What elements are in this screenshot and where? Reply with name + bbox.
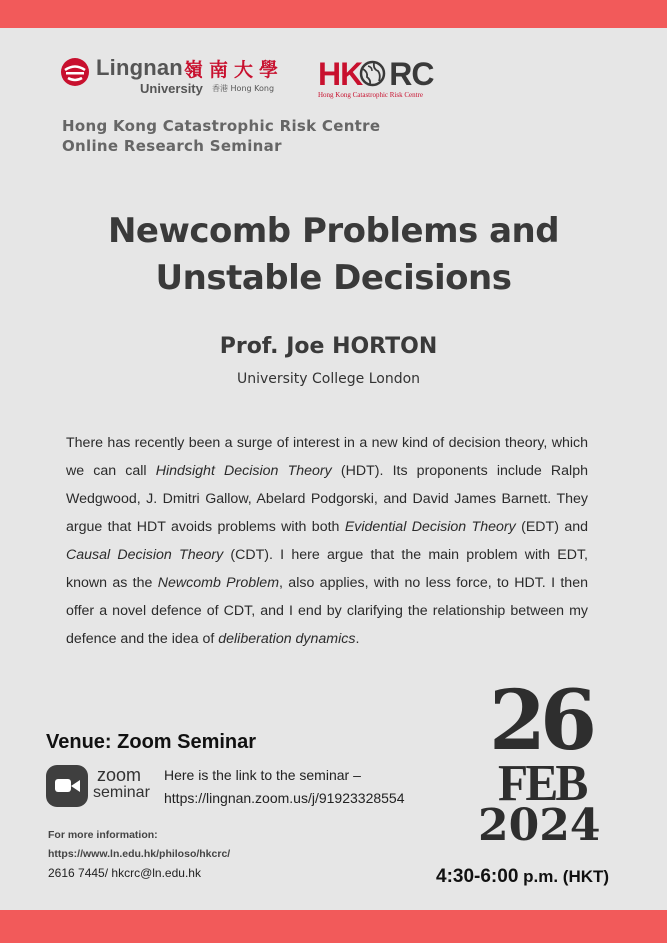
lingnan-logo	[60, 55, 285, 100]
hkcrc-letters-right: RC	[389, 56, 434, 92]
lingnan-chinese-name: 嶺南大學	[184, 59, 285, 81]
top-band	[0, 0, 667, 28]
lingnan-university-label: University	[140, 81, 203, 96]
lingnan-emblem-icon	[60, 57, 90, 87]
date-year: 2024	[478, 800, 601, 851]
more-info-label: For more information:	[48, 829, 158, 841]
abstract-term-cdt: Causal Decision Theory	[66, 547, 224, 563]
abstract-term-newcomb: Newcomb Problem	[157, 575, 280, 591]
abstract-text-4: (CDT). I here argue that the main problem with EDT, known as the	[66, 547, 588, 591]
seminar-title	[0, 208, 667, 302]
zoom-link[interactable]: https://lingnan.zoom.us/j/91923328554	[164, 790, 405, 806]
abstract-text-3: (EDT) and	[515, 519, 588, 535]
abstract-text-5: , also applies, with no less force, to HDT. I then offer a novel defence of CDT, and I end by clarifying the relationship between my defence and the idea of	[66, 575, 588, 647]
link-intro: Here is the link to the seminar –	[164, 767, 361, 783]
zoom-camera-icon	[46, 765, 88, 807]
abstract-term-edt: Evidential Decision Theory	[344, 519, 516, 535]
centre-name: Hong Kong Catastrophic Risk Centre	[62, 117, 381, 135]
abstract	[66, 429, 588, 653]
abstract-text-6: .	[355, 631, 360, 647]
abstract-term-deliberation: deliberation dynamics	[218, 631, 356, 647]
more-info-url[interactable]: https://www.ln.edu.hk/philoso/hkcrc/	[48, 848, 231, 860]
seminar-time	[436, 866, 609, 888]
centre-heading	[62, 116, 380, 156]
globe-icon	[359, 60, 386, 87]
lingnan-name: Lingnan	[96, 55, 183, 80]
seminar-type: Online Research Seminar	[62, 137, 282, 155]
bottom-band	[0, 910, 667, 943]
abstract-text-2: (HDT). Its proponents include Ralph Wedgwood, J. Dmitri Gallow, Abelard Podgorski, and David James Barnett. They argue that HDT avoids problems with both	[66, 463, 588, 535]
time-range: 4:30-6:00	[436, 866, 519, 887]
speaker-name: Prof. Joe HORTON	[219, 334, 438, 359]
lingnan-hongkong-label: 香港 Hong Kong	[212, 84, 275, 93]
speaker-affiliation: University College London	[236, 371, 421, 387]
hkcrc-logo	[318, 56, 453, 101]
seminar-title-line1: Newcomb Problems and	[107, 211, 560, 251]
date-day: 26	[489, 673, 592, 769]
hkcrc-letters-left: HK	[318, 56, 363, 92]
contact-info: 2616 7445/ hkcrc@ln.edu.hk	[48, 866, 201, 880]
venue-label: Venue: Zoom Seminar	[46, 731, 257, 753]
abstract-term-hdt: Hindsight Decision Theory	[155, 463, 332, 479]
seminar-title-line2: Unstable Decisions	[155, 258, 512, 298]
hkcrc-subtitle: Hong Kong Catastrophic Risk Centre	[318, 91, 423, 99]
zoom-seminar-label: seminar	[93, 784, 150, 801]
abstract-text-1: There has recently been a surge of interest in a new kind of decision theory, which we can call	[66, 435, 588, 479]
more-info	[48, 826, 230, 864]
date-month: FEB	[498, 755, 586, 812]
time-suffix: p.m. (HKT)	[518, 867, 610, 886]
zoom-wordmark: zoom	[97, 765, 142, 785]
